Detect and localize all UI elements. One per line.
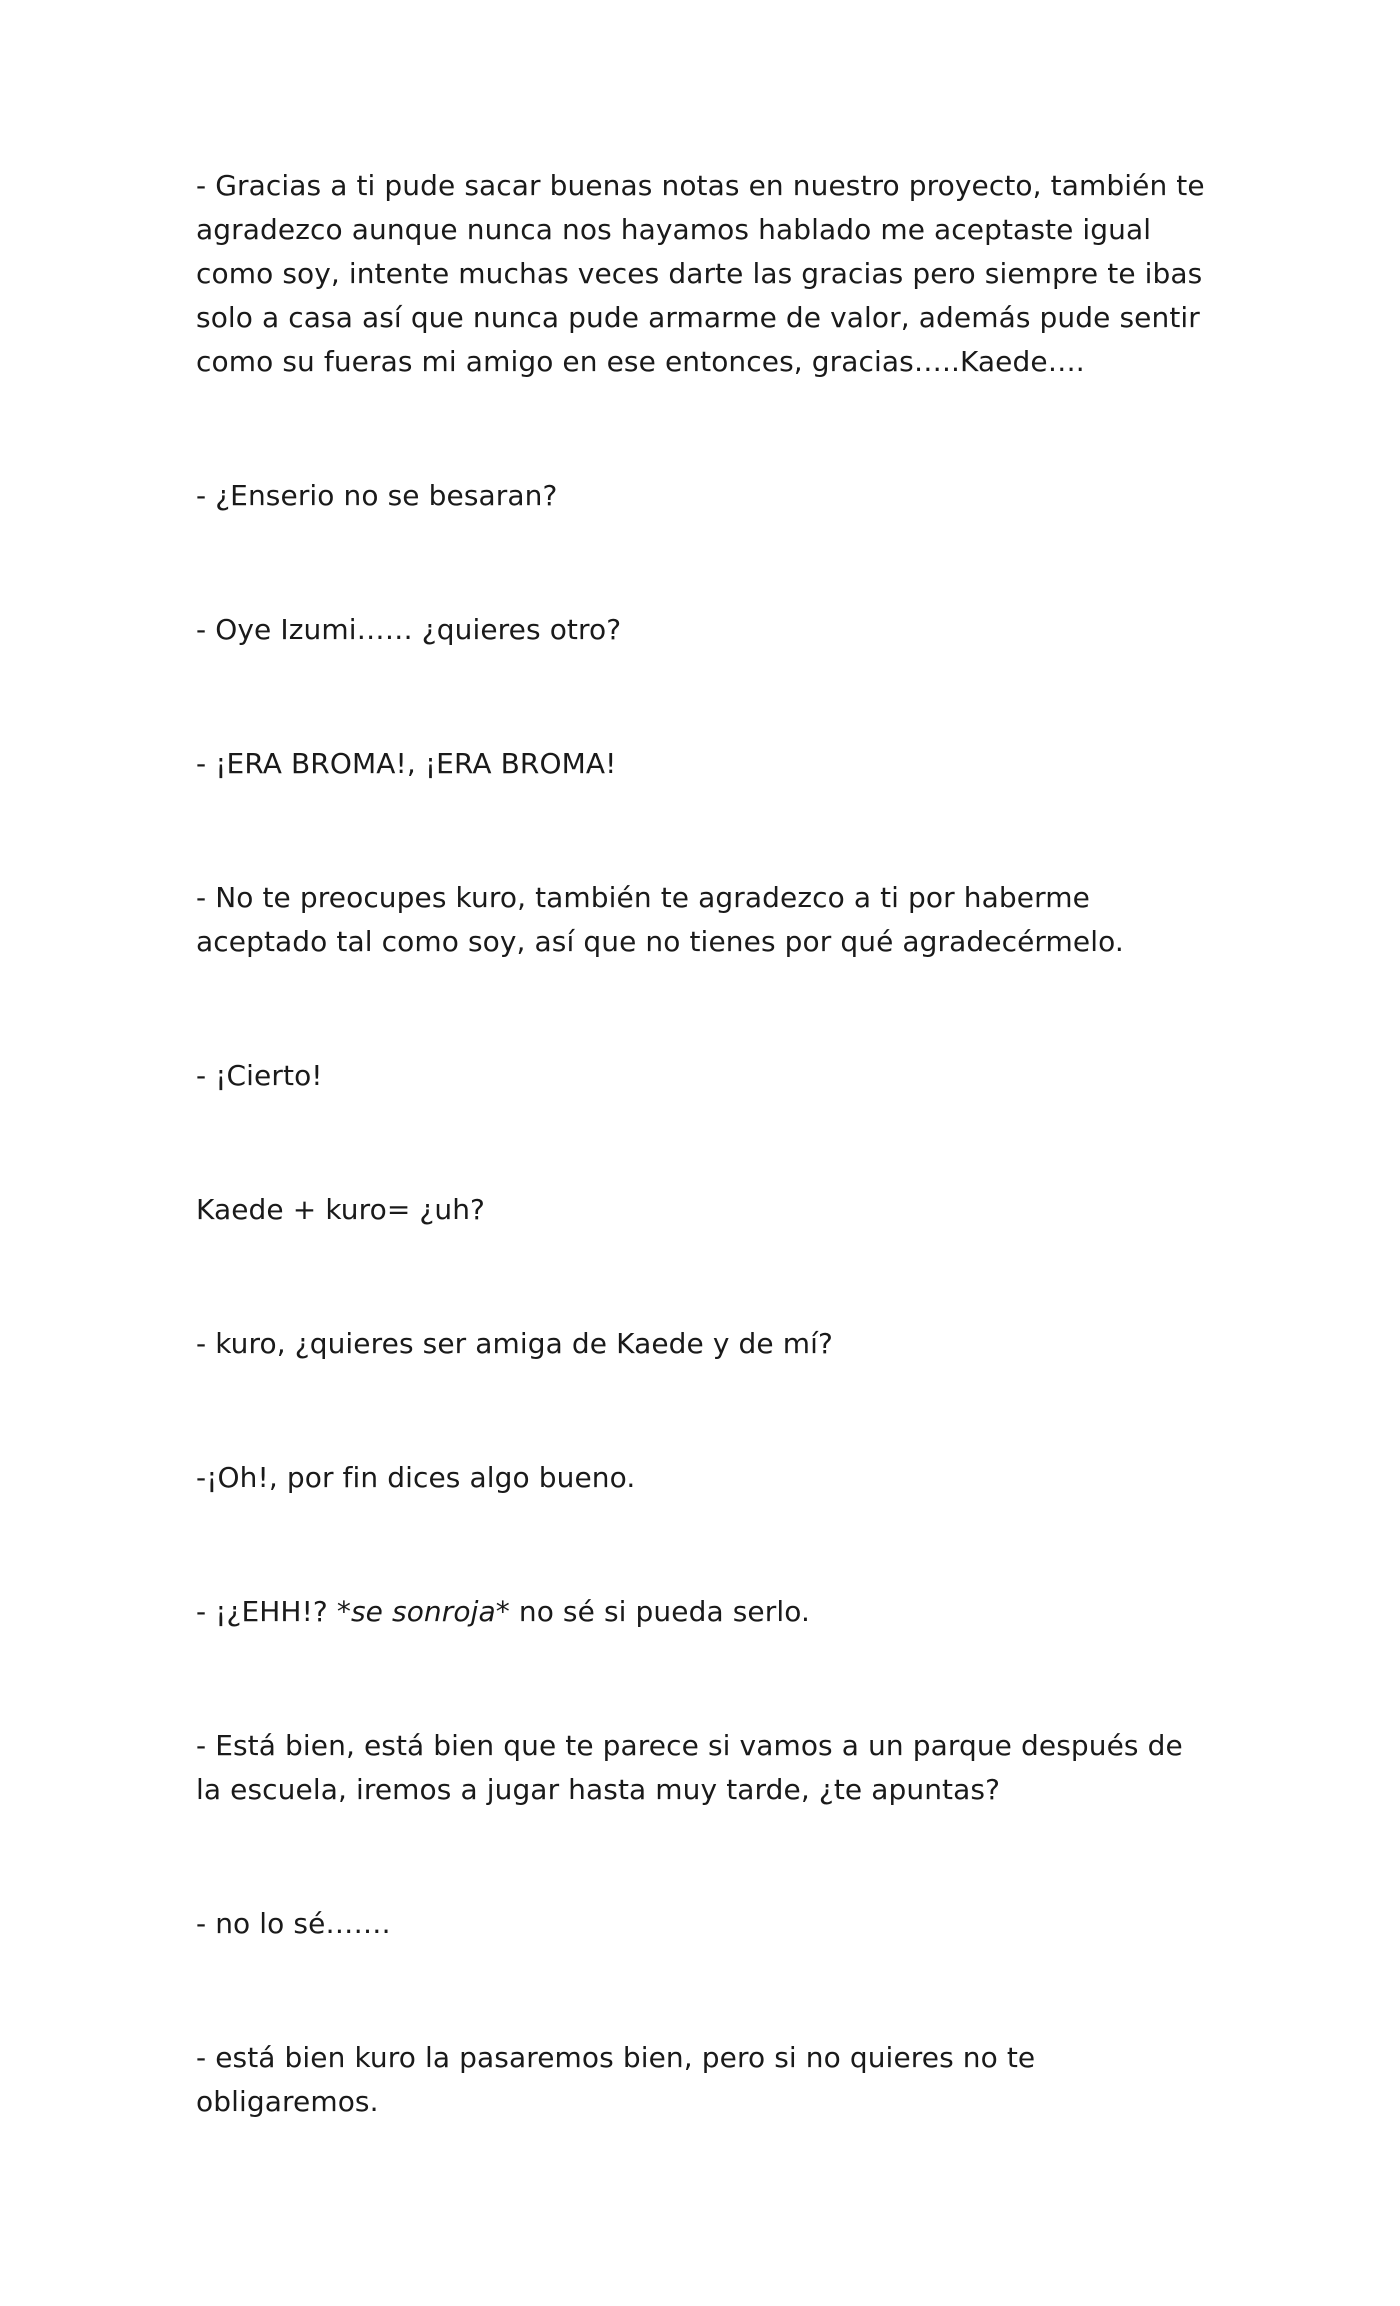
- paragraph-joke-reply: - ¡ERA BROMA!, ¡ERA BROMA!: [196, 747, 617, 780]
- paragraph-kaede-reply: - No te preocupes kuro, también te agradezco a ti por haberme aceptado tal como soy, así que no tienes por qué agradecérmelo.: [196, 881, 1124, 958]
- paragraph-izumi-warning: - Oye Izumi…… ¿quieres otro?: [196, 613, 622, 646]
- paragraph-reassurance: - está bien kuro la pasaremos bien, pero si no quieres no te obligaremos.: [196, 2041, 1036, 2118]
- blush-text-after: no sé si pueda serlo.: [509, 1595, 810, 1628]
- blush-text-before: - ¡¿EHH!?: [196, 1595, 337, 1628]
- paragraph-narration: Kaede + kuro= ¿uh?: [196, 1193, 486, 1226]
- paragraph-oh-reply: -¡Oh!, por fin dices algo bueno.: [196, 1461, 636, 1494]
- blush-action-emphasis: *se sonroja*: [336, 1595, 510, 1628]
- paragraph-cierto: - ¡Cierto!: [196, 1059, 323, 1092]
- paragraph-park-invite: - Está bien, está bien que te parece si vamos a un parque después de la escuela, iremos a jugar hasta muy tarde, ¿te apuntas?: [196, 1729, 1183, 1806]
- paragraph-kiss-question: - ¿Enserio no se besaran?: [196, 479, 558, 512]
- paragraph-no-lo-se: - no lo sé…….: [196, 1907, 391, 1940]
- paragraph-gratitude-speech: - Gracias a ti pude sacar buenas notas en nuestro proyecto, también te agradezco aunque nunca nos hayamos hablado me aceptaste igual como soy, intente muchas veces darte las gracias pero siempre te ibas solo a casa así que nunca pude armarme de valor, además pude sentir como su fueras mi amigo en ese entonces, gracias…..Kaede….: [196, 169, 1205, 378]
- paragraph-friend-question: - kuro, ¿quieres ser amiga de Kaede y de mí?: [196, 1327, 833, 1360]
- paragraph-blush: [196, 1590, 1216, 1634]
